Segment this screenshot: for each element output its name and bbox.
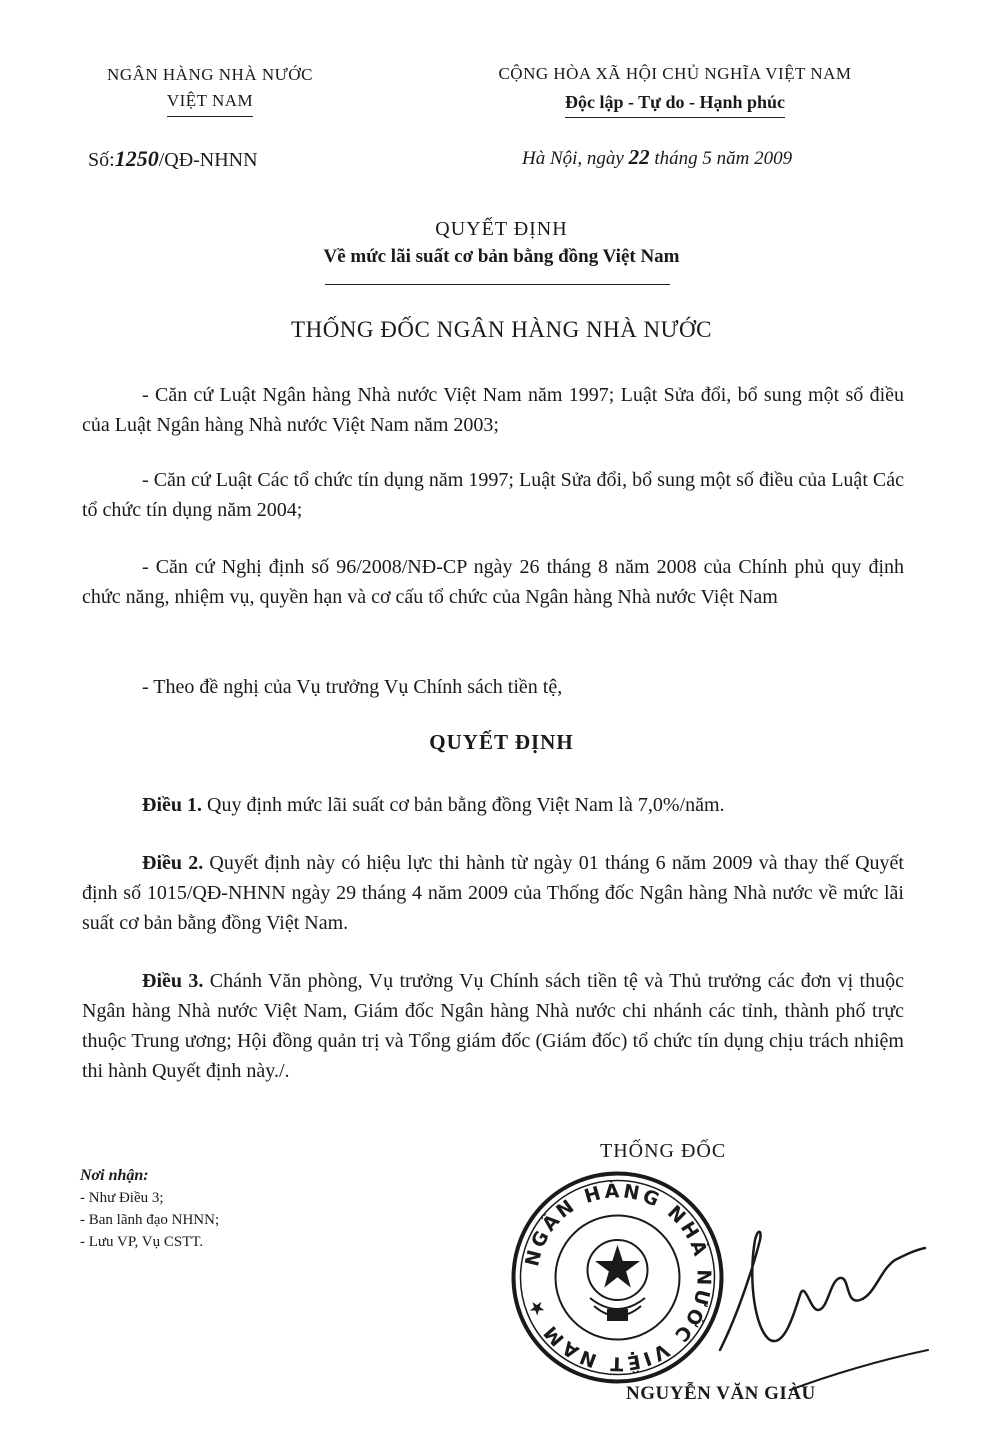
article-label: Điều 1. bbox=[142, 794, 202, 816]
recipients-block bbox=[80, 1165, 219, 1253]
nation-line2: Độc lập - Tự do - Hạnh phúc bbox=[565, 88, 785, 118]
signer-title: THỐNG ĐỐC bbox=[600, 1140, 727, 1162]
doc-number-prefix: Số: bbox=[88, 149, 115, 171]
agency-line1: NGÂN HÀNG NHÀ NƯỚC bbox=[107, 65, 313, 84]
article-text: Chánh Văn phòng, Vụ trưởng Vụ Chính sách tiền tệ và Thủ trưởng các đơn vị thuộc Ngân hàng Nhà nước Việt Nam, Giám đốc Ngân hàng Nhà nước chi nhánh các tỉnh, thành phố trực thuộc Trung ương; Hội đồng quản trị và Tổng giám đốc (Giám đốc) tổ chức tín dụng chịu trách nhiệm thi hành Quyết định này./. bbox=[82, 970, 904, 1082]
article-label: Điều 2. bbox=[142, 852, 204, 874]
document-title: QUYẾT ĐỊNH bbox=[435, 218, 568, 240]
agency-line2: VIỆT NAM bbox=[167, 88, 253, 117]
handwritten-signature bbox=[700, 1200, 930, 1400]
article-1 bbox=[82, 790, 904, 820]
date-line bbox=[522, 145, 792, 170]
preamble-item: - Căn cứ Luật Các tổ chức tín dụng năm 1997; Luật Sửa đổi, bổ sung một số điều của Luật Các tổ chức tín dụng năm 2004; bbox=[82, 469, 904, 521]
article-2 bbox=[82, 848, 904, 938]
doc-number-handwritten: 1250 bbox=[114, 146, 159, 171]
article-text: Quyết định này có hiệu lực thi hành từ ngày 01 tháng 6 năm 2009 và thay thế Quyết định số 1015/QĐ-NHNN ngày 29 tháng 4 năm 2009 của Thống đốc Ngân hàng Nhà nước về mức lãi suất cơ bản bằng đồng Việt Nam. bbox=[82, 852, 904, 934]
national-emblem-icon bbox=[588, 1240, 648, 1320]
decision-heading: QUYẾT ĐỊNH bbox=[429, 730, 574, 754]
article-label: Điều 3. bbox=[142, 970, 204, 992]
issuing-agency bbox=[70, 62, 350, 117]
national-motto bbox=[430, 60, 920, 118]
document-subtitle: Về mức lãi suất cơ bản bằng đồng Việt Nam bbox=[323, 246, 680, 267]
date-day: 22 bbox=[628, 145, 650, 169]
seal-text: NGÂN HÀNG NHÀ NƯỚC VIỆT NAM ★ bbox=[521, 1180, 715, 1375]
official-seal bbox=[510, 1170, 725, 1385]
preamble-item: - Căn cứ Nghị định số 96/2008/NĐ-CP ngày 26 tháng 8 năm 2008 của Chính phủ quy định chức năng, nhiệm vụ, quyền hạn và cơ cấu tổ chức của Ngân hàng Nhà nước Việt Nam bbox=[82, 556, 904, 608]
authority-heading: THỐNG ĐỐC NGÂN HÀNG NHÀ NƯỚC bbox=[291, 317, 712, 342]
recipient-item: - Như Điều 3; bbox=[80, 1190, 164, 1206]
document-number bbox=[88, 146, 258, 172]
doc-number-suffix: /QĐ-NHNN bbox=[158, 149, 258, 171]
preamble-item: - Căn cứ Luật Ngân hàng Nhà nước Việt Nam năm 1997; Luật Sửa đổi, bổ sung một số điều của Luật Ngân hàng Nhà nước Việt Nam năm 2003; bbox=[82, 384, 904, 436]
date-rest: tháng 5 năm 2009 bbox=[649, 148, 793, 169]
article-text: Quy định mức lãi suất cơ bản bằng đồng Việt Nam là 7,0%/năm. bbox=[202, 794, 725, 816]
preamble-item: - Theo đề nghị của Vụ trưởng Vụ Chính sách tiền tệ, bbox=[142, 676, 563, 698]
signer-name: NGUYỄN VĂN GIÀU bbox=[626, 1383, 816, 1404]
recipient-item: - Lưu VP, Vụ CSTT. bbox=[80, 1234, 204, 1250]
title-divider bbox=[325, 284, 670, 285]
article-3 bbox=[82, 966, 904, 1086]
nation-line1: CỘNG HÒA XÃ HỘI CHỦ NGHĨA VIỆT NAM bbox=[498, 64, 852, 83]
recipients-title: Nơi nhận: bbox=[80, 1167, 149, 1184]
recipient-item: - Ban lãnh đạo NHNN; bbox=[80, 1212, 220, 1228]
date-prefix: Hà Nội, ngày bbox=[522, 148, 629, 169]
